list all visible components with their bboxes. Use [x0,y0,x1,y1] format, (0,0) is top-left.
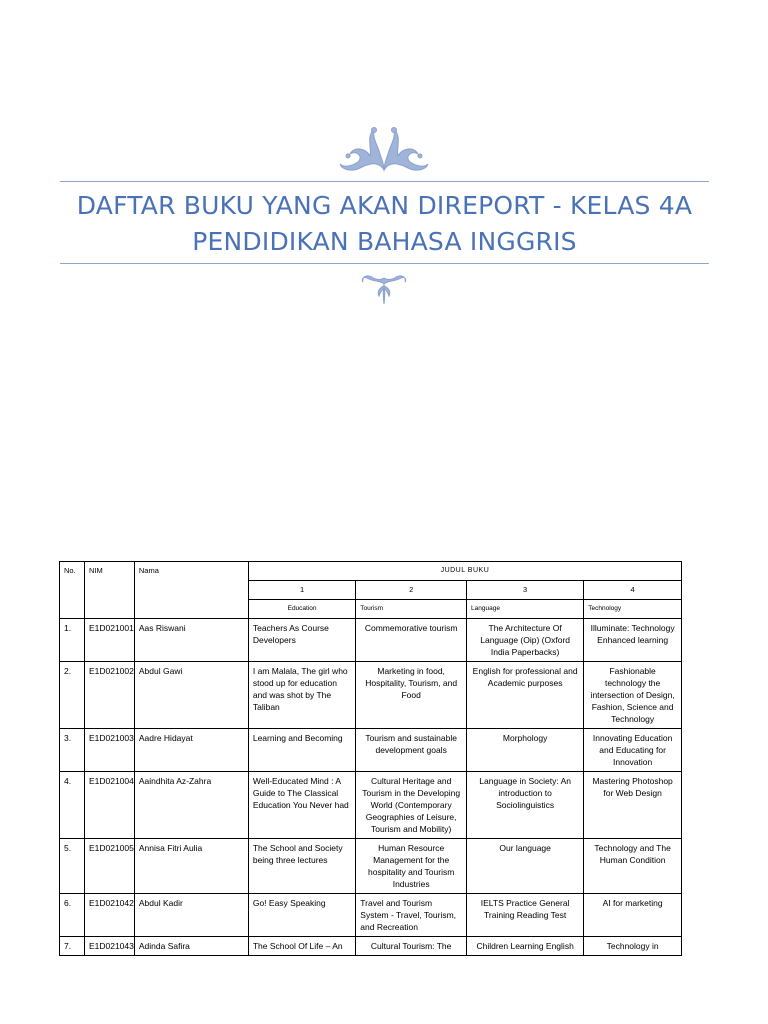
cell-no: 5. [60,839,85,894]
cell-book-4: AI for marketing [584,894,682,937]
cell-book-2: Travel and Tourism System - Travel, Tourism, and Recreation [356,894,467,937]
cell-nama: Abdul Kadir [134,894,248,937]
cell-book-4: Technology in [584,937,682,956]
cell-book-1: Go! Easy Speaking [248,894,355,937]
cell-nama: Abdul Gawi [134,662,248,729]
table-header-row [60,562,682,581]
cell-book-2: Cultural Tourism: The [356,937,467,956]
floral-ornament-top [334,120,434,176]
cell-book-1: Learning and Becoming [248,729,355,772]
book-number-1: 1 [248,581,355,600]
cell-book-3: Language in Society: An introduction to Sociolinguistics [467,772,584,839]
table-row [60,772,682,839]
cell-no: 1. [60,619,85,662]
cell-book-2: Tourism and sustainable development goals [356,729,467,772]
cell-no: 7. [60,937,85,956]
cell-book-4: Technology and The Human Condition [584,839,682,894]
cell-nama: Aaindhita Az-Zahra [134,772,248,839]
book-number-4: 4 [584,581,682,600]
cell-book-3: IELTS Practice General Training Reading Test [467,894,584,937]
title-bottom-rule [60,263,709,264]
cell-book-1: Teachers As Course Developers [248,619,355,662]
cell-book-3: Children Learning English [467,937,584,956]
cell-nama: Adinda Safira [134,937,248,956]
page-title [60,188,709,260]
header-nama: Nama [134,562,248,619]
cell-no: 3. [60,729,85,772]
table-row [60,729,682,772]
title-line-1: DAFTAR BUKU YANG AKAN DIREPORT - KELAS 4A [76,191,693,220]
header-no: No. [60,562,85,619]
category-language: Language [467,600,584,619]
cell-book-1: The School Of Life – An [248,937,355,956]
category-education: Education [248,600,355,619]
title-line-2: PENDIDIKAN BAHASA INGGRIS [192,227,577,256]
cell-nim: E1D021043 [84,937,134,956]
floral-ornament-bottom [359,270,409,306]
cell-book-3: The Architecture Of Language (Oip) (Oxford India Paperbacks) [467,619,584,662]
table-row [60,937,682,956]
cell-book-4: Innovating Education and Educating for Innovation [584,729,682,772]
cell-nim: E1D021002 [84,662,134,729]
cell-book-2: Commemorative tourism [356,619,467,662]
cell-book-1: Well-Educated Mind : A Guide to The Classical Education You Never had [248,772,355,839]
table-row [60,894,682,937]
title-top-rule [60,181,709,182]
category-technology: Technology [584,600,682,619]
cell-book-3: Our language [467,839,584,894]
cell-book-4: Mastering Photoshop for Web Design [584,772,682,839]
cell-book-4: Fashionable technology the intersection of Design, Fashion, Science and Technology [584,662,682,729]
cell-book-2: Human Resource Management for the hospitality and Tourism Industries [356,839,467,894]
cell-book-2: Marketing in food, Hospitality, Tourism, and Food [356,662,467,729]
table-row [60,662,682,729]
cell-book-3: English for professional and Academic purposes [467,662,584,729]
cell-nim: E1D021001 [84,619,134,662]
book-list-table [59,561,682,956]
cell-book-4: Illuminate: Technology Enhanced learning [584,619,682,662]
cell-book-3: Morphology [467,729,584,772]
cell-no: 4. [60,772,85,839]
table-row [60,619,682,662]
header-nim: NIM [84,562,134,619]
cell-nama: Annisa Fitri Aulia [134,839,248,894]
category-tourism: Tourism [356,600,467,619]
cell-no: 2. [60,662,85,729]
cell-nim: E1D021005 [84,839,134,894]
book-number-2: 2 [356,581,467,600]
cell-book-1: I am Malala, The girl who stood up for education and was shot by The Taliban [248,662,355,729]
table-row [60,839,682,894]
book-number-3: 3 [467,581,584,600]
cell-nama: Aas Riswani [134,619,248,662]
cell-nim: E1D021003 [84,729,134,772]
cell-no: 6. [60,894,85,937]
header-judul-buku: JUDUL BUKU [248,562,681,581]
cell-book-2: Cultural Heritage and Tourism in the Developing World (Contemporary Geographies of Leisure, Tourism and Mobility) [356,772,467,839]
cell-nama: Aadre Hidayat [134,729,248,772]
cell-book-1: The School and Society being three lectures [248,839,355,894]
cell-nim: E1D021042 [84,894,134,937]
cell-nim: E1D021004 [84,772,134,839]
